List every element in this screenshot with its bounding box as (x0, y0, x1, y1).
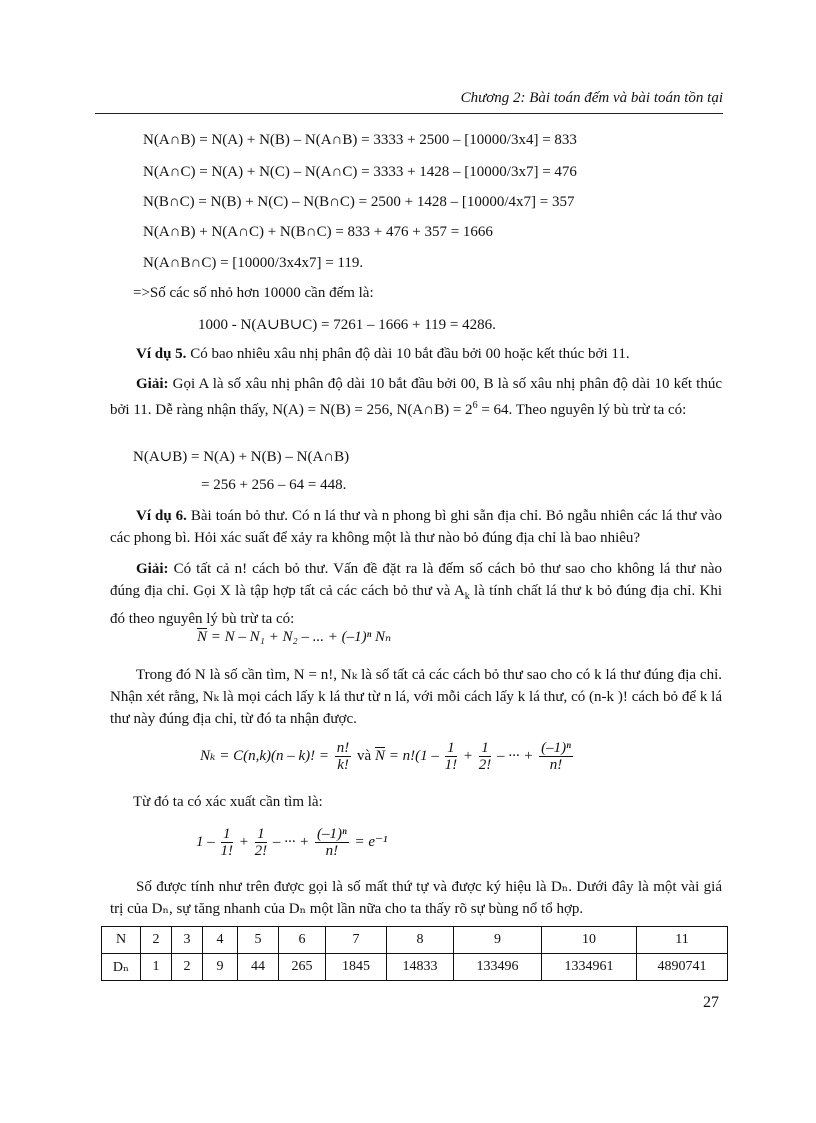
table-cell: 1845 (326, 954, 387, 981)
table-cell: 5 (238, 927, 279, 954)
table-cell: N (102, 927, 141, 954)
solution-6 (110, 558, 722, 630)
example-text: Bài toán bỏ thư. Có n lá thư và n phong bì ghi sẵn địa chỉ. Bỏ ngẫu nhiên các lá thư vào các phong bì. Hỏi xác suất để xảy ra không một là thư nào bỏ đúng địa chỉ là bao nhiêu? (110, 508, 722, 546)
table-cell: 9 (203, 954, 238, 981)
fraction: $\frac{1}{2!}$ (478, 740, 492, 773)
table-cell: 14833 (387, 954, 454, 981)
example-text: Có bao nhiêu xâu nhị phân độ dài 10 bắt đầu bởi 00 hoặc kết thúc bởi 11. (186, 346, 630, 362)
union-result: = 256 + 256 – 64 = 448. (201, 477, 347, 493)
table-row (102, 927, 728, 954)
n-bar: $\overline{N}$ (374, 747, 385, 764)
fraction: $\frac{1}{2!}$ (254, 826, 268, 859)
table-cell: 3 (172, 927, 203, 954)
fraction: $\frac{1}{1!}$ (220, 826, 233, 859)
example-label: Ví dụ 6. (136, 508, 187, 524)
solution-text: = 64. Theo nguyên lý bù trừ ta có: (477, 402, 687, 418)
formula-mid: = n!(1 – (388, 747, 439, 764)
equation-line: N(A∩B∩C) = [10000/3x4x7] = 119. (143, 255, 364, 271)
inclusion-exclusion-formula (197, 627, 391, 646)
conjunction: và (357, 747, 372, 764)
solution-text: là tính chất lá thư k bỏ đúng địa chỉ. Khi đó theo nguyên lý bù trừ ta có: (110, 583, 723, 627)
solution-5 (110, 373, 722, 421)
table-cell: 133496 (454, 954, 542, 981)
example-5 (110, 343, 722, 365)
fraction: $\frac{\text{(–1)ⁿ}}{n!}$ (317, 826, 347, 859)
formula-rhs: = e⁻¹ (354, 833, 388, 850)
ellipsis: – ··· + (496, 747, 534, 764)
paragraph-tu-do: Từ đó ta có xác xuất cần tìm là: (133, 794, 323, 810)
solution-text: Gọi A là số xâu nhị phân độ dài 10 bắt đầu bởi 00, B là số xâu nhị phân độ dài 10 kết thúc bởi 11. Dễ ràng nhận thấy, N(A) = N(B) = 256, N(A∩B) = 2 (110, 376, 722, 418)
table-cell: 8 (387, 927, 454, 954)
solution-label: Giải: (136, 561, 169, 577)
derangement-table (101, 926, 728, 981)
plus-sign: + (238, 833, 249, 850)
table-cell: 2 (172, 954, 203, 981)
example-6 (110, 505, 722, 549)
probability-formula (196, 826, 387, 859)
fraction: $\frac{1}{1!}$ (444, 740, 458, 773)
table-cell: 1 (141, 954, 172, 981)
table-cell: 4 (203, 927, 238, 954)
table-cell: 4890741 (637, 954, 728, 981)
equation-line: N(A∩B) = N(A) + N(B) – N(A∩B) = 3333 + 2500 – [10000/3x4] = 833 (143, 132, 577, 148)
nk-formula (200, 740, 575, 773)
table-row (102, 954, 728, 981)
page-number: 27 (703, 994, 719, 1011)
example-label: Ví dụ 5. (136, 346, 187, 362)
result-line: 1000 - N(A∪B∪C) = 7261 – 1666 + 119 = 4286. (198, 317, 496, 333)
table-cell: Dₙ (102, 954, 141, 981)
equation-line: N(B∩C) = N(B) + N(C) – N(B∩C) = 2500 + 1428 – [10000/4x7] = 357 (143, 194, 575, 210)
formula-left: Nₖ = C(n,k)(n – k)! = (200, 747, 330, 764)
subscript: k (464, 591, 470, 602)
table-cell: 7 (326, 927, 387, 954)
ellipsis: – ··· + (272, 833, 310, 850)
equation-line: N(A∩B) + N(A∩C) + N(B∩C) = 833 + 476 + 357 = 1666 (143, 224, 493, 240)
fraction: $\frac{\text{(–1)ⁿ}}{n!}$ (541, 740, 571, 773)
equation-line: N(A∩C) = N(A) + N(C) – N(A∩C) = 3333 + 1428 – [10000/3x7] = 476 (143, 164, 577, 180)
exponent: 6 (472, 400, 478, 411)
header-rule (95, 113, 723, 114)
solution-text: Có tất cả n! cách bỏ thư. Vấn đề đặt ra là đếm số cách bỏ thư sao cho không lá thư nào đúng địa chỉ. Gọi X là tập hợp tất cả các cách bỏ thư và A (110, 561, 722, 599)
table-cell: 9 (454, 927, 542, 954)
table-cell: 265 (279, 954, 326, 981)
fraction: $\frac{n!}{k!}$ (336, 740, 350, 773)
union-equation: N(A∪B) = N(A) + N(B) – N(A∩B) (133, 449, 350, 465)
table-cell: 1334961 (542, 954, 637, 981)
conclusion-line: =>Số các số nhỏ hơn 10000 cần đếm là: (133, 285, 374, 301)
table-cell: 2 (141, 927, 172, 954)
solution-label: Giải: (136, 376, 169, 392)
table-cell: 44 (238, 954, 279, 981)
formula-one: 1 – (196, 833, 215, 850)
chapter-header: Chương 2: Bài toán đếm và bài toán tồn tại (460, 90, 723, 106)
plus-sign: + (462, 747, 473, 764)
n-bar: $\overline{N}$ (197, 629, 208, 645)
table-cell: 11 (637, 927, 728, 954)
paragraph-trong-do: Trong đó N là số cần tìm, N = n!, Nₖ là số tất cả các cách bỏ thư sao cho có k lá thư đúng địa chỉ. Nhận xét rằng, Nₖ là mọi cách lấy k lá thư từ n lá, với mỗi cách lấy k lá thư, có (n-k )! cách bỏ để k lá thư này đúng địa chỉ, từ đó ta nhận được. (110, 667, 722, 727)
paragraph-derangement: Số được tính như trên được gọi là số mất thứ tự và được ký hiệu là Dₙ. Dưới đây là một vài giá trị của Dₙ, sự tăng nhanh của Dₙ một lần nữa cho ta thấy rõ sự bùng nổ tổ hợp. (110, 879, 722, 917)
table-cell: 6 (279, 927, 326, 954)
formula-rhs: = N – N₁ + N₂ – ... + (–1)ⁿ Nₙ (210, 629, 392, 645)
table-cell: 10 (542, 927, 637, 954)
